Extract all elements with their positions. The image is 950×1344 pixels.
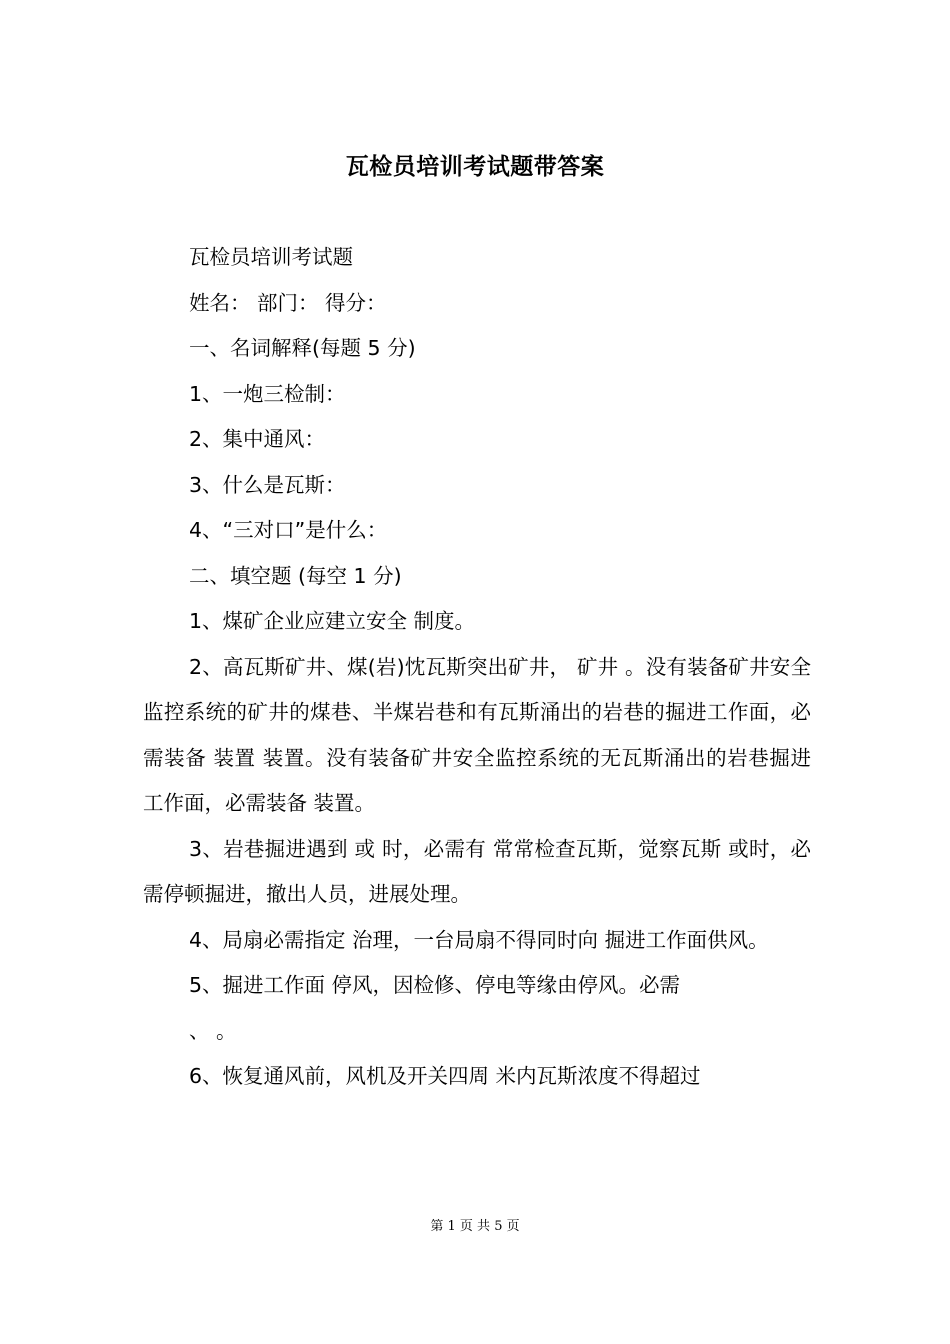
question-item: 6、恢复通风前，风机及开关四周 米内瓦斯浓度不得超过: [189, 1064, 701, 1088]
question-item: 4、“三对口”是什么：: [189, 518, 388, 542]
question-item: 3、什么是瓦斯：: [189, 472, 346, 497]
section-heading-fill-blank: 二、填空题 (每空 1 分): [189, 563, 402, 588]
document-title: 瓦检员培训考试题带答案: [345, 153, 605, 180]
paragraph-subtitle: 瓦检员培训考试题: [189, 245, 353, 269]
question-item: 2、集中通风：: [189, 427, 326, 451]
question-item-continuation: 、 。: [189, 1018, 237, 1043]
page-footer: 第 1 页 共 5 页: [430, 1219, 520, 1234]
question-item: 4、局扇必需指定 治理，一台局扇不得同时向 掘进工作面供风。: [189, 927, 769, 952]
question-item: 1、煤矿企业应建立安全 制度。: [189, 609, 476, 633]
question-item: 2、高瓦斯矿井、煤(岩)忱瓦斯突出矿井， 矿井 。没有装备矿井安全监控系统的矿井的煤巷、半煤岩巷和有瓦斯涌出的岩巷的掘进工作面，必需装备 装置 装置。没有装备矿井安全监控系统的无瓦斯涌出的岩巷掘进工作面，必需装备 装置。: [143, 654, 811, 815]
question-item: 3、岩巷掘进遇到 或 时，必需有 常常检查瓦斯，觉察瓦斯 或时，必需停顿掘进，撤出人员，进展处理。: [143, 836, 811, 906]
question-item: 1、一炮三检制：: [189, 381, 346, 406]
question-item: 5、掘进工作面 停风，因检修、停电等缘由停风。必需: [189, 973, 681, 997]
document-body: [143, 235, 811, 1100]
section-heading-terms: 一、名词解释(每题 5 分): [189, 336, 416, 360]
paragraph-name-fields: 姓名： 部门： 得分：: [189, 290, 387, 315]
